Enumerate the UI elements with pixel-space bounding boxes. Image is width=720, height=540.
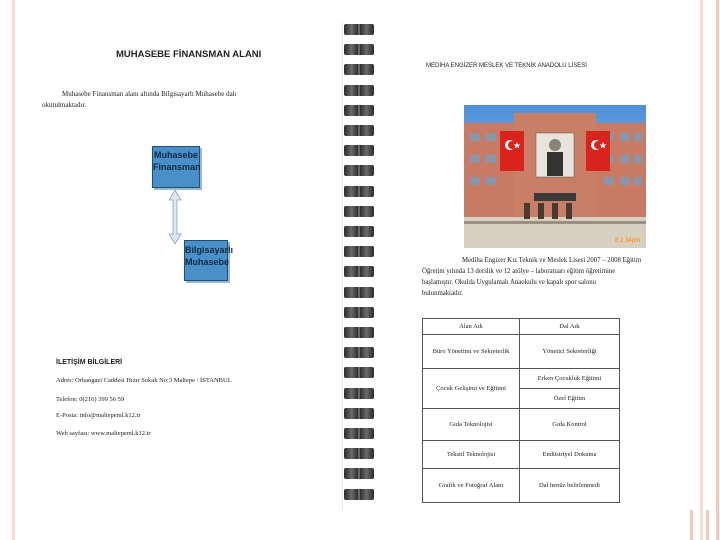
binding-ring xyxy=(344,226,374,237)
contact-email: E-Posta: info@maltepeml.k12.tr xyxy=(56,412,141,419)
left-page xyxy=(24,22,343,510)
table-cell-area: Çocuk Gelişimi ve Eğitimi xyxy=(423,369,520,409)
table-cell-branch: Yönetici Sekreterliği xyxy=(520,335,620,369)
table-cell-branch: Erken Çocukluk Eğitimi xyxy=(520,369,620,389)
table-cell-area: Tekstil Teknolojisi xyxy=(423,441,520,469)
binding-ring xyxy=(344,448,374,459)
binding-ring xyxy=(344,206,374,217)
binding-ring xyxy=(344,468,374,479)
description-line-3: başlamıştır. Okulda Uygulamalı Anaokulu ve kapalı spor salonu xyxy=(422,279,597,286)
table-cell-area: Grafik ve Fotoğraf Alanı xyxy=(423,469,520,503)
table-header-branch: Dal Adı xyxy=(520,319,620,335)
diagram-box-line: Muhasebe xyxy=(185,257,230,267)
binding-ring xyxy=(344,489,374,500)
binding-ring xyxy=(344,24,374,35)
school-name: MEDİHA ENGİZER MESLEK VE TEKNİK ANADOLU LİSESİ xyxy=(426,63,587,69)
intro-line-1: Muhasebe Finansman alanı altında Bilgisayarlı Muhasebe dalı xyxy=(62,90,237,98)
binding-ring xyxy=(344,145,374,156)
binding-ring xyxy=(344,246,374,257)
contact-phone: Telefon: 0(216) 399 56 59 xyxy=(56,396,125,403)
binding-ring xyxy=(344,44,374,55)
page-title: MUHASEBE FİNANSMAN ALANI xyxy=(116,49,262,60)
table-header-area: Alan Adı xyxy=(423,319,520,335)
table-cell-branch: Gıda Kontrol xyxy=(520,409,620,441)
contact-heading: İLETİŞİM BİLGİLERİ xyxy=(56,359,123,366)
binding-ring xyxy=(344,347,374,358)
table-cell-branch: Özel Eğitim xyxy=(520,389,620,409)
binding-ring xyxy=(344,307,374,318)
frame-bottom-tick xyxy=(690,510,693,540)
frame-left-line xyxy=(12,0,15,540)
binding-ring xyxy=(344,266,374,277)
binding-ring xyxy=(344,105,374,116)
frame-right-line-inner xyxy=(700,0,703,540)
spiral-binding xyxy=(340,22,380,510)
contact-address: Adres: Orhangazi Caddesi Hızır Sokak No:3 Maltepe / İSTANBUL xyxy=(56,377,232,384)
binding-ring xyxy=(344,388,374,399)
double-arrow-icon xyxy=(168,190,182,244)
diagram-box-bilgisayarli-muhasebe xyxy=(184,240,234,281)
frame-bottom-tick-2 xyxy=(706,510,709,540)
binding-ring xyxy=(344,428,374,439)
description-line-2: Öğretim yılında 13 derslik ve 12 atölye – laboratuarı eğitim öğretimine xyxy=(422,268,616,275)
diagram-box-line: Bilgisayarlı xyxy=(185,245,234,255)
diagram-box-line: Muhasebe xyxy=(153,150,198,160)
description-line-4: bulunmaktadır. xyxy=(422,290,463,297)
frame-right-line-outer xyxy=(716,0,719,540)
table-cell-branch: Endüstriyel Dokuma xyxy=(520,441,620,469)
diagram-box-line: Finansman xyxy=(153,162,201,172)
binding-ring xyxy=(344,287,374,298)
table-cell-branch: Dal henüz belirlenmedi xyxy=(520,469,620,503)
binding-ring xyxy=(344,408,374,419)
binding-ring xyxy=(344,186,374,197)
programs-table xyxy=(422,318,620,503)
description-line-1: Mediha Engizer Kız Teknik ve Meslek Lisesi 2007 – 2008 Eğitim xyxy=(462,257,642,264)
contact-web: Web sayfası: www.maltepeml.k12.tr xyxy=(56,430,151,437)
table-cell-area: Büro Yönetimi ve Sekreterlik xyxy=(423,335,520,369)
photo-timestamp: 8 2 34pm xyxy=(614,238,640,244)
school-photo xyxy=(464,105,646,248)
right-page xyxy=(378,22,678,510)
binding-ring xyxy=(344,85,374,96)
intro-line-2: okutulmaktadır. xyxy=(42,101,87,109)
binding-ring xyxy=(344,367,374,378)
binding-ring xyxy=(344,327,374,338)
binding-ring xyxy=(344,64,374,75)
binding-ring xyxy=(344,125,374,136)
table-cell-area: Gıda Teknolojisi xyxy=(423,409,520,441)
diagram-box-muhasebe-finansman xyxy=(152,146,200,188)
binding-ring xyxy=(344,165,374,176)
